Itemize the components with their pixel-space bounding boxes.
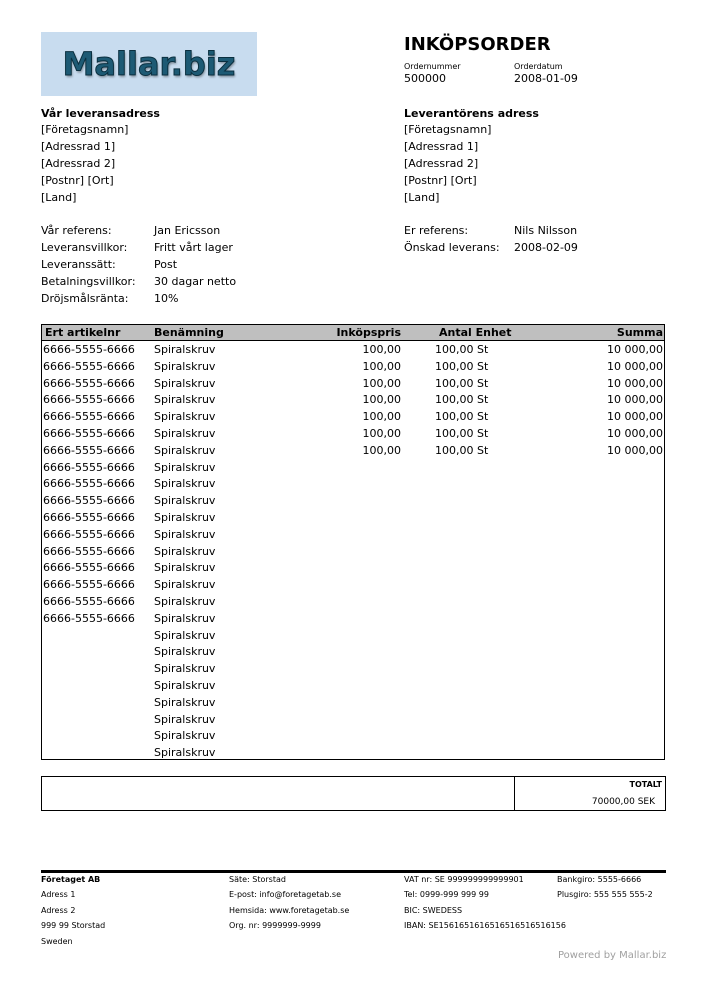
table-row: [42, 426, 664, 443]
table-row: [42, 712, 664, 729]
cell-description: Spiralskruv: [154, 410, 216, 424]
cell-price: 100,00: [362, 410, 401, 424]
total-label: TOTALT: [629, 780, 662, 789]
table-row: [42, 443, 664, 460]
footer-line: Hemsida: www.foretagetab.se: [229, 905, 350, 915]
order-date: 2008-01-09: [514, 72, 578, 85]
cell-article: 6666-5555-6666: [43, 443, 135, 457]
cell-description: Spiralskruv: [154, 426, 216, 440]
footer-company: [41, 872, 105, 949]
order-number: 500000: [404, 72, 446, 85]
cell-qty-unit: 100,00 St: [435, 426, 489, 440]
cell-article: 6666-5555-6666: [43, 359, 135, 373]
col-description-header: Benämning: [154, 326, 224, 339]
footer-giro: [557, 872, 653, 903]
table-row: [42, 493, 664, 510]
late-interest-value: 10%: [154, 292, 179, 305]
cell-price: 100,00: [362, 443, 401, 457]
cell-description: Spiralskruv: [154, 662, 216, 676]
cell-description: Spiralskruv: [154, 712, 216, 726]
cell-article: 6666-5555-6666: [43, 494, 135, 508]
cell-description: Spiralskruv: [154, 460, 216, 474]
table-row: [42, 392, 664, 409]
cell-article: 6666-5555-6666: [43, 477, 135, 491]
table-row: [42, 476, 664, 493]
cell-description: Spiralskruv: [154, 611, 216, 625]
cell-description: Spiralskruv: [154, 594, 216, 608]
company-logo: [41, 32, 257, 96]
delivery-address-line: [Företagsnamn]: [41, 123, 129, 136]
cell-description: Spiralskruv: [154, 561, 216, 575]
cell-price: 100,00: [362, 393, 401, 407]
cell-description: Spiralskruv: [154, 695, 216, 709]
document-title: INKÖPSORDER: [404, 34, 551, 55]
cell-article: 6666-5555-6666: [43, 578, 135, 592]
footer-line: Bankgiro: 5555-6666: [557, 875, 642, 884]
footer-line: E-post: info@foretagetab.se: [229, 890, 341, 900]
delivery-address-line: [Adressrad 2]: [41, 157, 116, 170]
footer-line: BIC: SWEDESS: [404, 905, 463, 915]
powered-by: Powered by Mallar.biz: [558, 950, 667, 961]
table-row: [42, 695, 664, 712]
cell-description: Spiralskruv: [154, 578, 216, 592]
delivery-address-line: [Postnr] [Ort]: [41, 174, 114, 187]
cell-description: Spiralskruv: [154, 527, 216, 541]
table-row: [42, 628, 664, 645]
cell-sum: 10 000,00: [607, 393, 663, 407]
delivery-terms-label: Leveransvillkor:: [41, 241, 128, 254]
cell-article: 6666-5555-6666: [43, 410, 135, 424]
totals-divider: [514, 777, 515, 810]
cell-description: Spiralskruv: [154, 376, 216, 390]
table-header: [42, 325, 664, 341]
footer-line: Tel: 0999-999 999 99: [404, 890, 489, 900]
col-price-header: Inköpspris: [336, 326, 401, 339]
table-row: [42, 342, 664, 359]
totals-box: [41, 776, 666, 811]
table-row: [42, 376, 664, 393]
cell-qty-unit: 100,00 St: [435, 410, 489, 424]
cell-qty-unit: 100,00 St: [435, 359, 489, 373]
footer-company-name: Företaget AB: [41, 875, 101, 884]
your-reference-label: Er referens:: [404, 224, 469, 237]
cell-article: 6666-5555-6666: [43, 426, 135, 440]
requested-delivery-value: 2008-02-09: [514, 241, 578, 254]
delivery-method-label: Leveranssätt:: [41, 258, 116, 271]
cell-description: Spiralskruv: [154, 477, 216, 491]
cell-article: 6666-5555-6666: [43, 393, 135, 407]
delivery-address-line: [Adressrad 1]: [41, 140, 116, 153]
cell-article: 6666-5555-6666: [43, 460, 135, 474]
table-row: [42, 527, 664, 544]
table-row: [42, 678, 664, 695]
cell-description: Spiralskruv: [154, 746, 216, 760]
cell-article: 6666-5555-6666: [43, 561, 135, 575]
footer-vat-bank: [404, 872, 566, 934]
total-value: 70000,00 SEK: [591, 797, 655, 807]
supplier-address-heading: Leverantörens adress: [404, 107, 539, 120]
cell-qty-unit: 100,00 St: [435, 376, 489, 390]
cell-description: Spiralskruv: [154, 443, 216, 457]
table-row: [42, 359, 664, 376]
footer-line: Säte: Storstad: [229, 875, 286, 884]
col-qty-unit-header: Antal Enhet: [439, 326, 512, 339]
delivery-address-line: [Land]: [41, 191, 77, 204]
cell-description: Spiralskruv: [154, 544, 216, 558]
late-interest-label: Dröjsmålsränta:: [41, 292, 129, 305]
cell-description: Spiralskruv: [154, 343, 216, 356]
delivery-address-heading: Vår leveransadress: [41, 107, 160, 120]
cell-description: Spiralskruv: [154, 393, 216, 407]
cell-article: 6666-5555-6666: [43, 527, 135, 541]
cell-article: 6666-5555-6666: [43, 544, 135, 558]
cell-sum: 10 000,00: [607, 426, 663, 440]
cell-description: Spiralskruv: [154, 510, 216, 524]
col-article-header: Ert artikelnr: [45, 326, 121, 339]
table-row: [42, 409, 664, 426]
footer-line: IBAN: SE1561651616516516516516156: [404, 921, 566, 931]
supplier-address-line: [Företagsnamn]: [404, 123, 492, 136]
cell-sum: 10 000,00: [607, 376, 663, 390]
payment-terms-value: 30 dagar netto: [154, 275, 237, 288]
cell-qty-unit: 100,00 St: [435, 343, 489, 356]
supplier-address-line: [Postnr] [Ort]: [404, 174, 477, 187]
cell-sum: 10 000,00: [607, 343, 663, 356]
footer-line: 999 99 Storstad: [41, 921, 106, 931]
cell-sum: 10 000,00: [607, 443, 663, 457]
cell-description: Spiralskruv: [154, 729, 216, 743]
logo-text: Mallar.biz: [62, 45, 236, 83]
footer-line: Adress 1: [41, 890, 76, 900]
cell-qty-unit: 100,00 St: [435, 393, 489, 407]
table-row: [42, 460, 664, 477]
footer-line: VAT nr: SE 999999999999901: [404, 875, 524, 884]
table-row: [42, 577, 664, 594]
cell-price: 100,00: [362, 376, 401, 390]
cell-price: 100,00: [362, 343, 401, 356]
cell-sum: 10 000,00: [607, 359, 663, 373]
footer-line: Adress 2: [41, 905, 76, 915]
table-row: [42, 611, 664, 628]
table-row: [42, 510, 664, 527]
col-sum-header: Summa: [616, 326, 663, 339]
supplier-address-line: [Adressrad 2]: [404, 157, 479, 170]
order-number-label: Ordernummer: [404, 62, 461, 71]
table-row: [42, 745, 664, 762]
our-reference-value: Jan Ericsson: [154, 224, 221, 237]
cell-price: 100,00: [362, 359, 401, 373]
our-reference-label: Vår referens:: [41, 224, 112, 237]
order-lines-table: [41, 324, 665, 760]
table-row: [42, 728, 664, 745]
cell-article: 6666-5555-6666: [43, 376, 135, 390]
delivery-method-value: Post: [154, 258, 178, 271]
table-row: [42, 544, 664, 561]
delivery-address: [41, 121, 128, 206]
cell-description: Spiralskruv: [154, 494, 216, 508]
cell-article: 6666-5555-6666: [43, 611, 135, 625]
footer-contact: [229, 872, 349, 934]
supplier-address: [404, 121, 491, 206]
supplier-address-line: [Land]: [404, 191, 440, 204]
cell-description: Spiralskruv: [154, 645, 216, 659]
footer-line: Org. nr: 9999999-9999: [229, 921, 321, 931]
cell-description: Spiralskruv: [154, 678, 216, 692]
table-body: [42, 342, 664, 762]
table-row: [42, 644, 664, 661]
requested-delivery-label: Önskad leverans:: [404, 241, 500, 254]
footer-line: Sweden: [41, 936, 73, 946]
delivery-terms-value: Fritt vårt lager: [154, 241, 233, 254]
order-date-label: Orderdatum: [514, 62, 563, 71]
table-row: [42, 560, 664, 577]
footer-line: Plusgiro: 555 555 555-2: [557, 890, 653, 900]
cell-description: Spiralskruv: [154, 628, 216, 642]
cell-sum: 10 000,00: [607, 410, 663, 424]
table-row: [42, 594, 664, 611]
cell-qty-unit: 100,00 St: [435, 443, 489, 457]
supplier-address-line: [Adressrad 1]: [404, 140, 479, 153]
cell-article: 6666-5555-6666: [43, 594, 135, 608]
your-reference-value: Nils Nilsson: [514, 224, 578, 237]
cell-description: Spiralskruv: [154, 359, 216, 373]
cell-article: 6666-5555-6666: [43, 343, 135, 356]
cell-article: 6666-5555-6666: [43, 510, 135, 524]
table-row: [42, 661, 664, 678]
cell-price: 100,00: [362, 426, 401, 440]
payment-terms-label: Betalningsvillkor:: [41, 275, 136, 288]
